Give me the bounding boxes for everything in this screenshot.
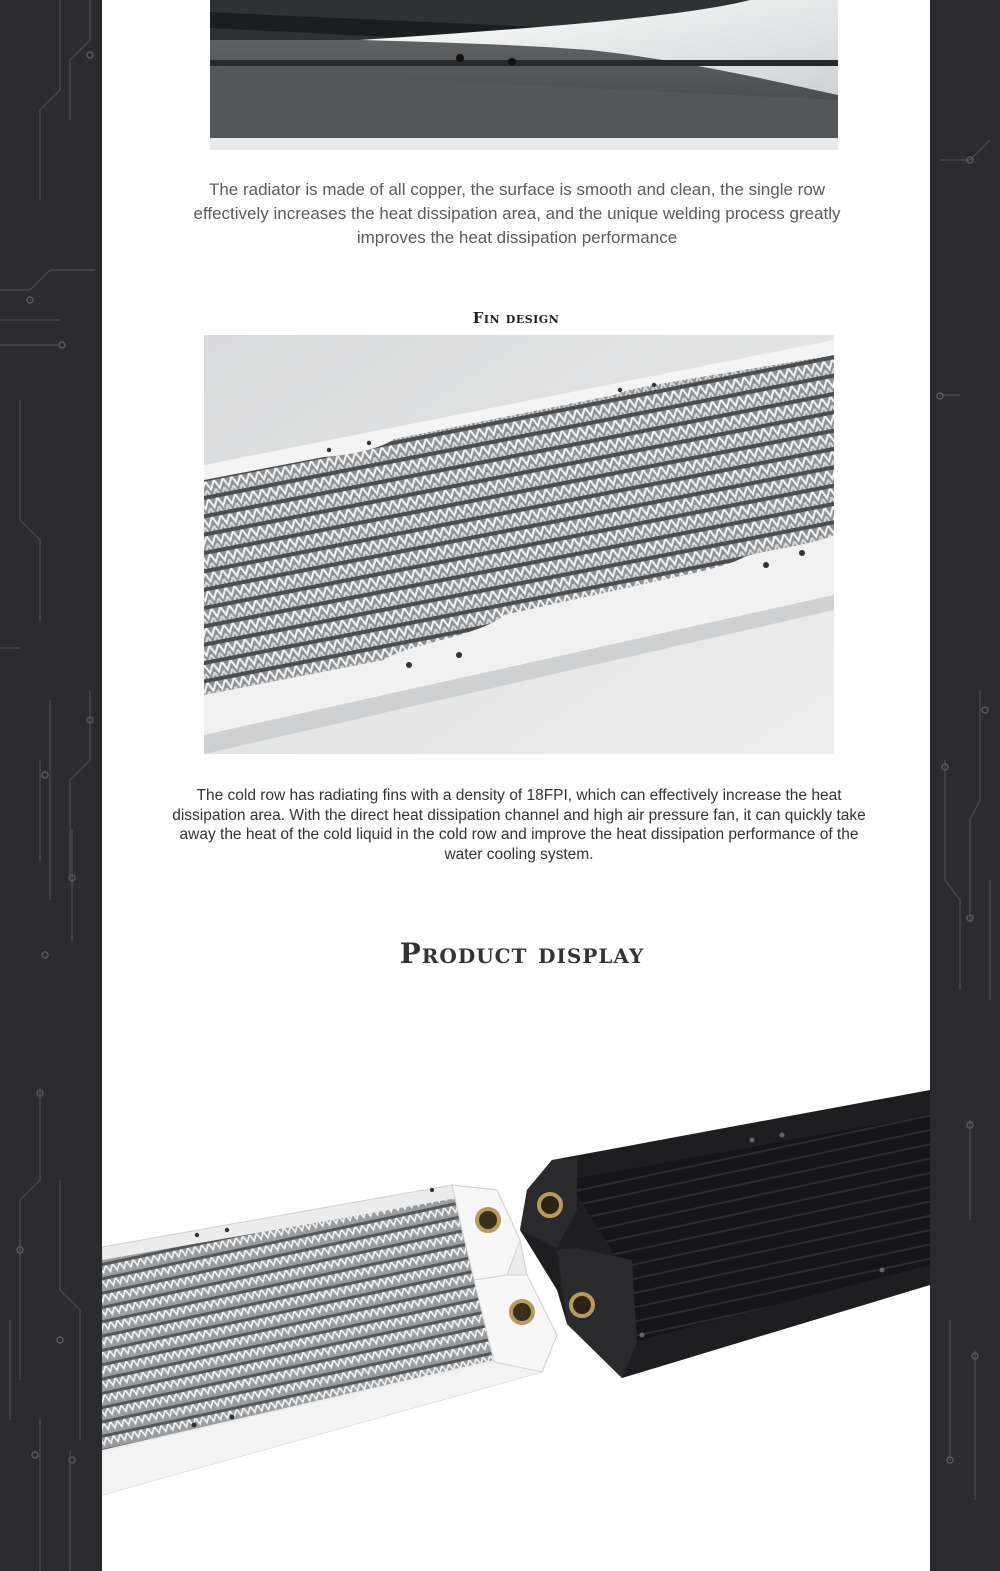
product-detail-page bbox=[102, 0, 930, 1571]
product-display-heading: Product display bbox=[399, 937, 645, 970]
radiator-edge-photo bbox=[210, 0, 838, 150]
fin-closeup-photo bbox=[204, 335, 834, 754]
fin-design-heading: Fin design bbox=[472, 309, 560, 327]
circuit-pattern-right bbox=[930, 0, 1000, 1571]
fin-density-description: The cold row has radiating fins with a density of 18FPI, which can effectively increase the heat dissipation area. With the direct heat dissipation channel and high air pressure fan, it can quickly take away the heat of the cold liquid in the cold row and improve the heat dissipation performance of the water cooling system. bbox=[172, 787, 866, 863]
product-display-photo bbox=[102, 1080, 930, 1510]
circuit-pattern-left bbox=[0, 0, 102, 1571]
radiator-material-description: The radiator is made of all copper, the surface is smooth and clean, the single row effectively increases the heat dissipation area, and the unique welding process greatly improves the heat dissipation performance bbox=[193, 180, 841, 247]
